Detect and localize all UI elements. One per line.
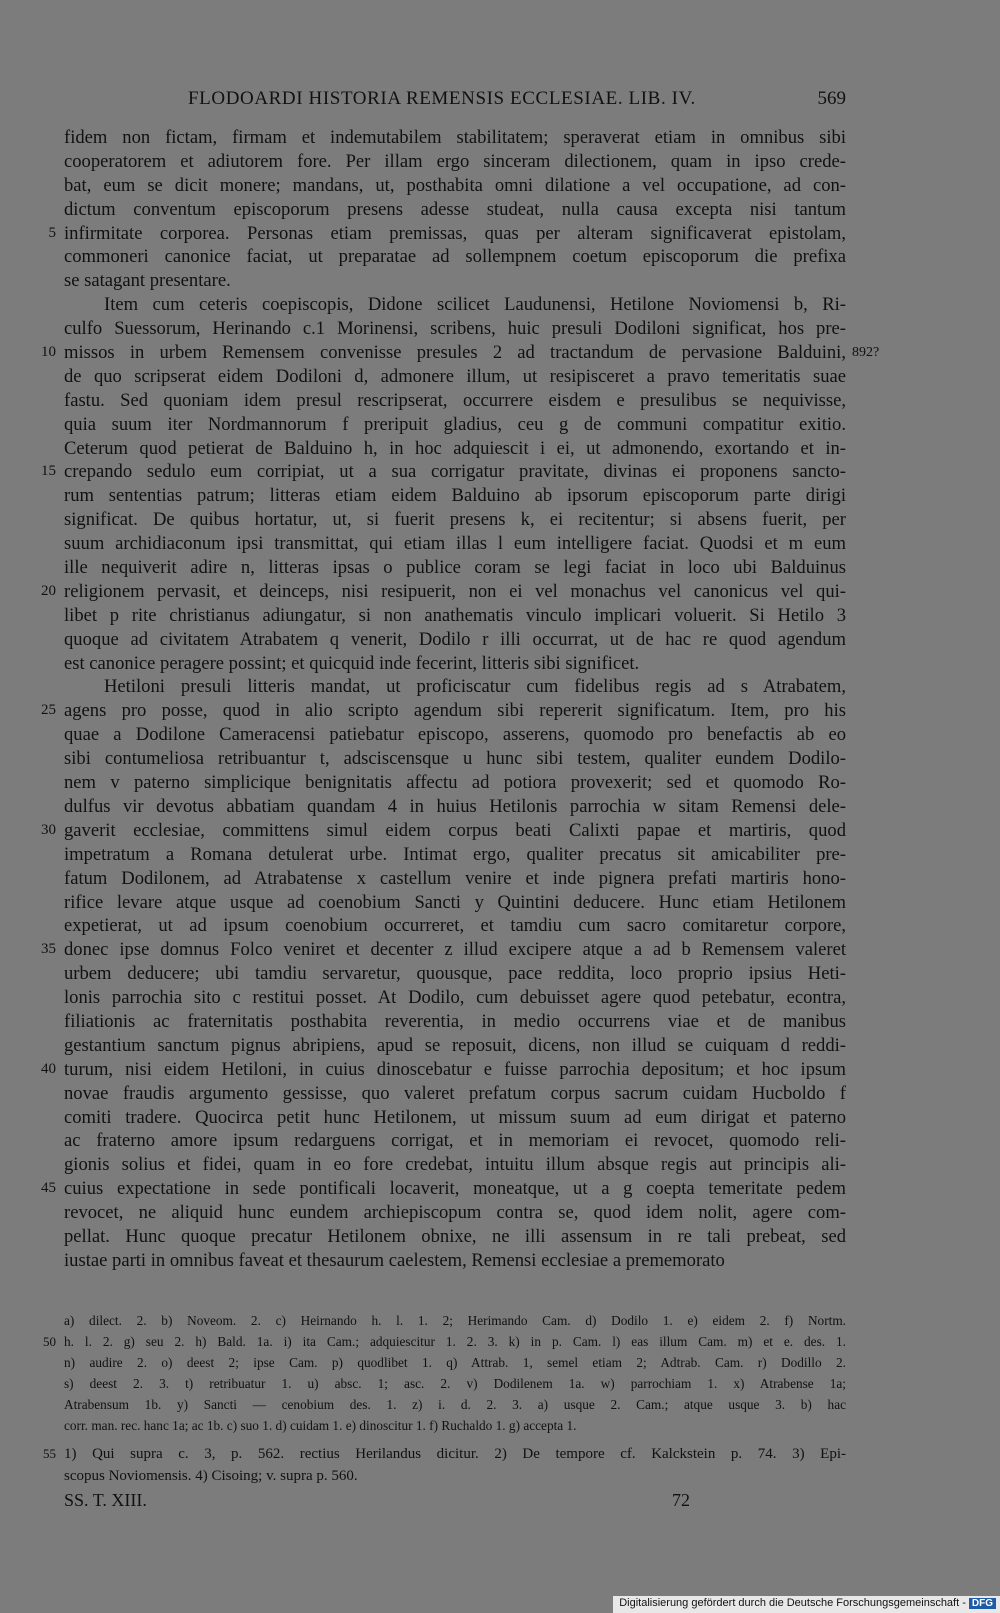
- body-line: [0, 1201, 1000, 1225]
- body-line: [0, 652, 1000, 676]
- line-number: 25: [41, 702, 56, 719]
- body-line: [0, 293, 1000, 317]
- body-line-text: agens pro posse, quod in alio scripto agendum sibi repererit significatum. Item, pro his: [64, 700, 846, 722]
- apparatus-line: [0, 1394, 1000, 1415]
- body-line: [0, 819, 1000, 843]
- body-line-text: missos in urbem Remensem convenisse presules 2 ad tractandum de pervasione Balduini,: [64, 342, 846, 364]
- body-line-text: quae a Dodilone Cameracensi patiebatur episcopo, asserens, quomodo pro benefactis ab eo: [64, 724, 846, 746]
- body-line-text: rum sententias patrum; litteras etiam eidem Balduino ab ipsorum episcoporum parte dirigi: [64, 485, 846, 507]
- body-line: [0, 747, 1000, 771]
- body-line: [0, 604, 1000, 628]
- body-line: [0, 1153, 1000, 1177]
- body-line: [0, 1082, 1000, 1106]
- apparatus-line: [0, 1415, 1000, 1436]
- body-line-text: Hetiloni presuli litteris mandat, ut proficiscatur cum fidelibus regis ad s Atrabatem,: [104, 676, 846, 698]
- body-line-text: donec ipse domnus Folco veniret et decenter z illud excipere atque a ad b Remensem valeret: [64, 939, 846, 961]
- apparatus-line: [0, 1352, 1000, 1373]
- line-number: 5: [48, 224, 56, 241]
- body-line: [0, 413, 1000, 437]
- body-line: [0, 269, 1000, 293]
- apparatus-line: [0, 1310, 1000, 1331]
- footnote-line-text: scopus Noviomensis. 4) Cisoing; v. supra p. 560.: [64, 1468, 358, 1484]
- body-line-text: ille nequiverit adire n, litteras ipsas o publice coram se legi faciat in loco ubi Balduinus: [64, 557, 846, 579]
- body-line-text: quoque ad civitatem Atrabatem q venerit, Dodilo r illi occurrat, ut de hac re quod agendum: [64, 628, 846, 650]
- body-line-text: expetierat, ut ad ipsum coenobium occurreret, et tamdiu cum sacro comitaretur corpore,: [64, 915, 846, 937]
- line-number: 30: [41, 821, 56, 838]
- body-line: [0, 1106, 1000, 1130]
- body-line-text: fidem non fictam, firmam et indemutabilem stabilitatem; speraverat etiam in omnibus sibi: [64, 127, 846, 148]
- line-number: 40: [41, 1060, 56, 1077]
- footnote-line: [0, 1465, 1000, 1487]
- body-line-text: turum, nisi eidem Hetiloni, in cuius dinoscebatur e fuisse parrochia depositum; et hoc ipsum: [64, 1058, 846, 1080]
- dfg-logo: DFG: [969, 1598, 996, 1609]
- body-line: [0, 914, 1000, 938]
- body-line: [0, 891, 1000, 915]
- body-line: [0, 1249, 1000, 1273]
- line-number: 55: [43, 1446, 56, 1461]
- apparatus-line-text: a) dilect. 2. b) Noveom. 2. c) Heirnando h. l. 1. 2; Herimando Cam. d) Dodilo 1. e) eidem 2. f) Nortm.: [64, 1313, 846, 1328]
- body-line-text: urbem deducere; ubi tamdiu servaretur, quousque, pace reddita, loco proprio ipsius Heti-: [64, 963, 846, 985]
- body-line-text: iustae parti in omnibus faveat et thesaurum caelestem, Remensi ecclesiae a prememorato: [64, 1249, 725, 1271]
- body-line: [0, 126, 1000, 150]
- footnote-line-text: 1) Qui supra c. 3, p. 562. rectius Herilandus dicitur. 2) De tempore cf. Kalckstein p. 74. 3) Epi-: [64, 1446, 846, 1462]
- body-line-text: dulfus vir devotus abbatiam quandam 4 in huius Hetilonis parrochia w sitam Remensi dele-: [64, 795, 846, 817]
- body-line-text: comiti tradere. Quocirca petit hunc Hetilonem, ut missum suum ad eum dirigat et paterno: [64, 1106, 846, 1128]
- body-line-text: nem v paterno simplicique benignitatis affectu ad potiora provexerit; sed et quomodo Ro-: [64, 772, 846, 794]
- body-line: [0, 389, 1000, 413]
- body-line: [0, 437, 1000, 461]
- body-line: [0, 628, 1000, 652]
- apparatus-line-text: h. l. 2. g) seu 2. h) Bald. 1a. i) ita Cam.; adquiescitur 1. 2. 3. k) in p. Cam. l) eas illum Cam. m) et e. des. 1.: [64, 1334, 846, 1349]
- body-line: [0, 222, 1000, 246]
- line-number: 20: [41, 582, 56, 599]
- body-line: [0, 699, 1000, 723]
- body-line: [0, 556, 1000, 580]
- digitization-credit: [613, 1596, 1000, 1613]
- body-line-text: crepando sedulo eum corripiat, ut a sua corrigatur pravitate, divinas ei proponens sancto-: [64, 461, 846, 483]
- body-line: [0, 938, 1000, 962]
- body-line-text: est canonice peragere possint; et quicquid inde fecerint, litteris sibi significet.: [64, 652, 640, 674]
- body-line-text: impetratum a Romana detulerat urbe. Intimat ergo, qualiter precatus sit amicabiliter pre-: [64, 843, 846, 865]
- body-line-text: lonis parrochia sito c restitui posset. At Dodilo, cum debuisset agere quod petebatur, econtra,: [64, 987, 846, 1009]
- body-line-text: rifice levare atque usque ad coenobium Sancti y Quintini deducere. Hunc etiam Hetilonem: [64, 891, 846, 913]
- volume-label: SS. T. XIII.: [64, 1490, 147, 1510]
- body-line: [0, 245, 1000, 269]
- body-line-text: suum archidiaconum ipsi transmittat, qui etiam illas l eum intelligere faciat. Quodsi et m eum: [64, 533, 846, 555]
- footnotes: [0, 1443, 1000, 1487]
- signature-number: 72: [672, 1490, 690, 1510]
- body-line: [0, 771, 1000, 795]
- body-line: [0, 1058, 1000, 1082]
- body-line: [0, 867, 1000, 891]
- body-line-text: culfo Suessorum, Herinando c.1 Morinensi, scribens, huic presuli Dodiloni significat, hos pre-: [64, 318, 846, 340]
- critical-apparatus: [0, 1310, 1000, 1436]
- body-line: [0, 150, 1000, 174]
- body-line-text: gaverit ecclesiae, committens simul eidem corpus beati Calixti papae et martiris, quod: [64, 819, 846, 841]
- footnote-line: [0, 1443, 1000, 1465]
- page-footer: [64, 1490, 846, 1516]
- body-line-text: libet p rite christianus adiungatur, si non anathematis vinculo implicari voluerit. Si Hetilo 3: [64, 604, 846, 626]
- body-line-text: gionis solius et fidei, quam in eo fore credebat, intuitu illum absque regis aut principis ali-: [64, 1154, 846, 1176]
- body-line-text: dictum conventum episcoporum presens adesse studeat, nulla causa excepta nisi tantum: [64, 198, 846, 220]
- body-line: [0, 484, 1000, 508]
- line-number: 10: [41, 344, 56, 361]
- body-line-text: quia suum iter Nordmannorum f preripuit gladius, ceu g de communi compatitur exitio.: [64, 413, 846, 435]
- body-line: [0, 1177, 1000, 1201]
- line-number: 50: [43, 1334, 56, 1349]
- body-line-text: filiationis ac fraternitatis posthabita reverentia, in medio occurrens viae et de manibus: [64, 1010, 846, 1032]
- body-line: [0, 508, 1000, 532]
- body-line-text: de quo scripserat eidem Dodiloni d, admonere illum, ut resipisceret a pravo temeritatis suae: [64, 365, 846, 387]
- body-line: [0, 198, 1000, 222]
- margin-date-note: 892?: [852, 345, 880, 361]
- body-line-text: sibi contumeliosa retribuantur t, adsciscensque u hunc sibi testem, qualiter eundem Dodilo-: [64, 748, 846, 770]
- apparatus-line-text: corr. man. rec. hanc 1a; ac 1b. c) suo 1. d) cuidam 1. e) dinoscitur 1. f) Ruchaldo 1. g) accepta 1.: [64, 1418, 577, 1433]
- body-line-text: revocet, ne aliquid hunc eundem archiepiscopum contra se, quod idem nolit, agere com-: [64, 1202, 846, 1224]
- body-line-text: bat, eum se dicit monere; mandans, ut, posthabita omni dilatione a vel occupatione, ad con-: [64, 174, 846, 196]
- apparatus-line-text: Atrabensum 1b. y) Sancti — cenobium des. 1. z) i. d. 2. 3. a) usque 2. Cam.; atque usque 3. b) hac: [64, 1397, 846, 1412]
- body-line-text: se satagant presentare.: [64, 270, 231, 292]
- body-line-text: religionem pervasit, et deinceps, nisi resipuerit, non ei vel monachus vel canonicus vel qui-: [64, 580, 846, 602]
- body-line: [0, 341, 1000, 365]
- body-line: [0, 1010, 1000, 1034]
- body-line: [0, 962, 1000, 986]
- body-line-text: cooperatorem et adiutorem fore. Per illam ergo sinceram dilectionem, quam in ipso crede-: [64, 150, 846, 172]
- body-line: [0, 723, 1000, 747]
- body-line: [0, 986, 1000, 1010]
- body-line-text: gestantium sanctum pignus abripiens, apud se reposuit, dicens, non illud se cuiquam d reddi-: [64, 1034, 846, 1056]
- body-line: [0, 174, 1000, 198]
- body-line-text: infirmitate corporea. Personas etiam premissas, quas per alteram significaverat epistolam,: [64, 222, 846, 244]
- body-line: [0, 365, 1000, 389]
- body-line: [0, 317, 1000, 341]
- body-line: [0, 1129, 1000, 1153]
- page-number: 569: [817, 88, 846, 109]
- apparatus-line-text: s) deest 2. 3. t) retribuatur 1. u) absc. 1; asc. 2. v) Dodilenem 1a. w) parrochiam 1. x) Atrabense 1a;: [64, 1376, 846, 1391]
- body-line-text: ac fraterno amore ipsum redarguens corrigat, et in memoriam ei revocet, quomodo reli-: [64, 1130, 846, 1152]
- line-number: 35: [41, 941, 56, 958]
- line-number: 45: [41, 1180, 56, 1197]
- body-line: [0, 532, 1000, 556]
- body-line: [0, 460, 1000, 484]
- main-text: [0, 126, 1000, 1273]
- apparatus-line: [0, 1373, 1000, 1394]
- body-line-text: fastu. Sed quoniam idem presul rescripserat, occurrere eisdem e presulibus se nequivisse,: [64, 389, 846, 411]
- body-line-text: Item cum ceteris coepiscopis, Didone scilicet Laudunensi, Hetilone Noviomensi b, Ri-: [104, 294, 846, 316]
- running-title: FLODOARDI HISTORIA REMENSIS ECCLESIAE. LIB. IV.: [188, 88, 696, 109]
- credit-text: Digitalisierung gefördert durch die Deutsche Forschungsgemeinschaft -: [619, 1597, 966, 1609]
- line-number: 15: [41, 463, 56, 480]
- apparatus-line-text: n) audire 2. o) deest 2; ipse Cam. p) quodlibet 1. q) Attrab. 1, semel etiam 2; Adtrab. Cam. r) Dodillo 2.: [64, 1355, 846, 1370]
- body-line: [0, 1225, 1000, 1249]
- apparatus-line: [0, 1331, 1000, 1352]
- body-line-text: commoneri canonice faciat, ut preparatae ad sollempnem coetum episcoporum die prefixa: [64, 246, 846, 268]
- body-line: [0, 795, 1000, 819]
- body-line-text: pellat. Hunc quoque precatur Hetilonem obnixe, ne illi assensum in re tali prebeat, sed: [64, 1225, 846, 1247]
- body-line-text: fatum Dodilonem, ad Atrabatense x castellum venire et inde pignera prefati martiris hono-: [64, 867, 846, 889]
- body-line-text: novae fraudis argumento gessisse, quo valeret prefatum corpus sacrum cuidam Hucboldo f: [64, 1082, 846, 1104]
- body-line-text: significat. De quibus hortatur, ut, si fuerit presens k, ei recitentur; si absens fuerit, per: [64, 509, 846, 531]
- body-line: [0, 580, 1000, 604]
- page-header: [58, 88, 846, 118]
- body-line-text: Ceterum quod petierat de Balduino h, in hoc adquiescit i ei, ut admonendo, exortando et in-: [64, 437, 846, 459]
- body-line: [0, 1034, 1000, 1058]
- body-line-text: cuius expectatione in sede pontificali locaverit, moneatque, ut a g coepta temeritate pedem: [64, 1178, 846, 1200]
- body-line: [0, 675, 1000, 699]
- body-line: [0, 843, 1000, 867]
